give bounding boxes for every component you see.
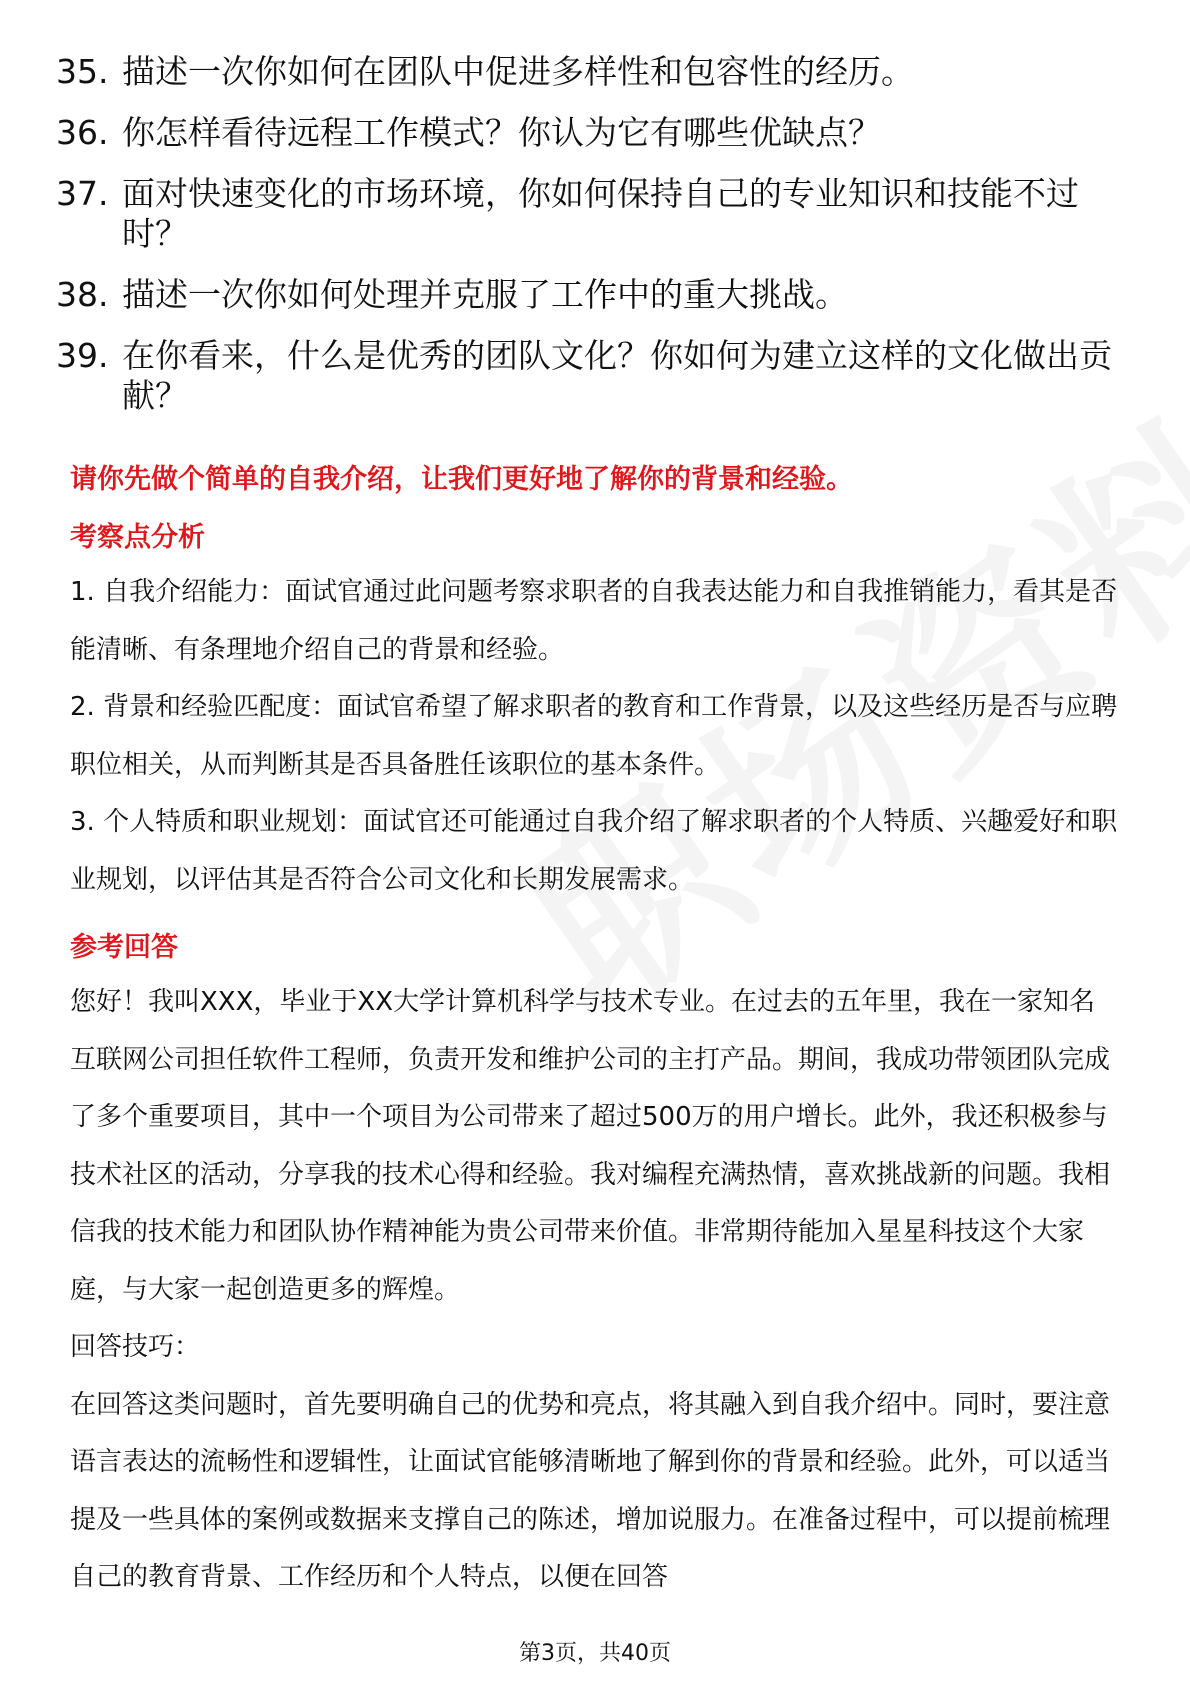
question-number: 36. [56, 113, 109, 152]
question-text: 面对快速变化的市场环境，你如何保持自己的专业知识和技能不过时？ [122, 174, 1079, 253]
answer-heading: 参考回答 [70, 932, 178, 963]
analysis-section [70, 520, 1120, 909]
list-item [56, 113, 1116, 153]
analysis-point: 2. 背景和经验匹配度：面试官希望了解求职者的教育和工作背景，以及这些经历是否与应聘职位相关，从而判断其是否具备胜任该职位的基本条件。 [70, 692, 1118, 780]
question-heading: 请你先做个简单的自我介绍，让我们更好地了解你的背景和经验。 [70, 464, 853, 495]
list-item [56, 336, 1116, 416]
page-footer: 第3页，共40页 [519, 1641, 671, 1666]
question-number: 35. [56, 52, 109, 91]
question-text: 描述一次你如何在团队中促进多样性和包容性的经历。 [122, 52, 914, 91]
analysis-point: 3. 个人特质和职业规划：面试官还可能通过自我介绍了解求职者的个人特质、兴趣爱好和职业规划，以评估其是否符合公司文化和长期发展需求。 [70, 807, 1118, 895]
question-number: 38. [56, 275, 109, 314]
answer-section [70, 930, 1120, 1607]
question-text: 在你看来，什么是优秀的团队文化？你如何为建立这样的文化做出贡献？ [122, 336, 1112, 415]
question-list [56, 52, 1116, 437]
list-item [56, 174, 1116, 254]
question-number: 39. [56, 336, 109, 375]
question-text: 你怎样看待远程工作模式？你认为它有哪些优缺点？ [122, 113, 881, 152]
list-item [56, 275, 1116, 315]
list-item [56, 52, 1116, 92]
tips-heading: 回答技巧： [70, 1332, 201, 1362]
answer-text: 您好！我叫XXX，毕业于XX大学计算机科学与技术专业。在过去的五年里，我在一家知名互联网公司担任软件工程师，负责开发和维护公司的主打产品。期间，我成功带领团队完成了多个重要项目，其中一个项目为公司带来了超过500万的用户增长。此外，我还积极参与技术社区的活动，分享我的技术心得和经验。我对编程充满热情，喜欢挑战新的问题。我相信我的技术能力和团队协作精神能为贵公司带来价值。非常期待能加入星星科技这个大家庭，与大家一起创造更多的辉煌。 [70, 987, 1111, 1305]
question-text: 描述一次你如何处理并克服了工作中的重大挑战。 [122, 275, 848, 314]
tips-text: 在回答这类问题时，首先要明确自己的优势和亮点，将其融入到自我介绍中。同时，要注意语言表达的流畅性和逻辑性，让面试官能够清晰地了解到你的背景和经验。此外，可以适当提及一些具体的案例或数据来支撑自己的陈述，增加说服力。在准备过程中，可以提前梳理自己的教育背景、工作经历和个人特点，以便在回答 [70, 1389, 1111, 1592]
question-number: 37. [56, 174, 109, 213]
analysis-point: 1. 自我介绍能力：面试官通过此问题考察求职者的自我表达能力和自我推销能力，看其是否能清晰、有条理地介绍自己的背景和经验。 [70, 577, 1118, 665]
analysis-heading: 考察点分析 [70, 522, 205, 553]
